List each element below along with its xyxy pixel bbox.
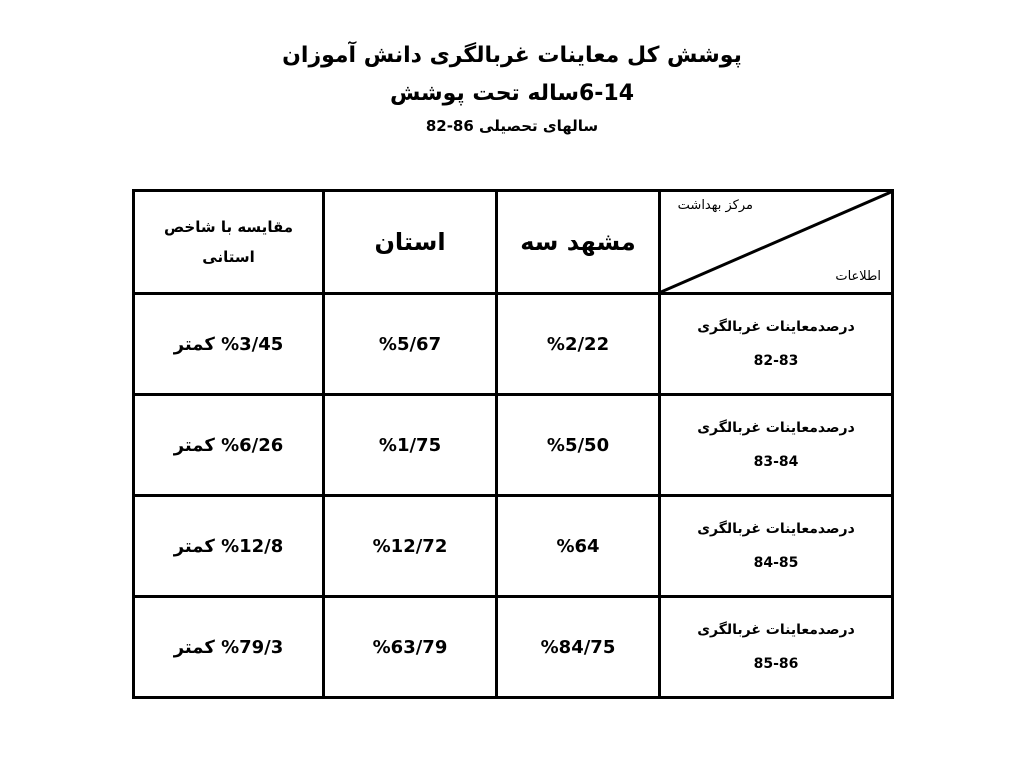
header-corner bbox=[660, 191, 893, 294]
table-row bbox=[134, 395, 893, 496]
mashhad-cell: %64 bbox=[497, 496, 660, 597]
header-mashhad: مشهد سه bbox=[497, 191, 660, 294]
table-row bbox=[134, 597, 893, 698]
page-title: پوشش کل معاینات غربالگری دانش آموزان bbox=[282, 43, 742, 68]
compare-cell: %79/3 کمتر bbox=[134, 597, 324, 698]
header-compare: مقایسه با شاخص استانی bbox=[134, 191, 324, 294]
header-row bbox=[134, 191, 893, 294]
table-row bbox=[134, 294, 893, 395]
academic-years: سالهای تحصیلی 86-82 bbox=[425, 117, 599, 135]
row-label-cell: درصدمعاینات غربالگری 82-83 bbox=[660, 294, 893, 395]
mashhad-cell: %5/50 bbox=[497, 395, 660, 496]
province-cell: %1/75 bbox=[324, 395, 497, 496]
province-cell: %12/72 bbox=[324, 496, 497, 597]
corner-label-health-center: مرکز بهداشت bbox=[677, 198, 753, 213]
header-province: استان bbox=[324, 191, 497, 294]
corner-label-info: اطلاعات bbox=[835, 269, 881, 284]
mashhad-cell: %2/22 bbox=[497, 294, 660, 395]
title-block bbox=[0, 36, 1024, 140]
compare-cell: %12/8 کمتر bbox=[134, 496, 324, 597]
province-cell: %5/67 bbox=[324, 294, 497, 395]
row-label-cell: درصدمعاینات غربالگری 85-86 bbox=[660, 597, 893, 698]
row-label-cell: درصدمعاینات غربالگری 84-85 bbox=[660, 496, 893, 597]
page-subtitle: 6-14ساله تحت پوشش bbox=[389, 81, 635, 106]
row-label-cell: درصدمعاینات غربالگری 83-84 bbox=[660, 395, 893, 496]
province-cell: %63/79 bbox=[324, 597, 497, 698]
mashhad-cell: %84/75 bbox=[497, 597, 660, 698]
table-row bbox=[134, 496, 893, 597]
compare-cell: %3/45 کمتر bbox=[134, 294, 324, 395]
compare-cell: %6/26 کمتر bbox=[134, 395, 324, 496]
screening-table bbox=[132, 189, 894, 699]
